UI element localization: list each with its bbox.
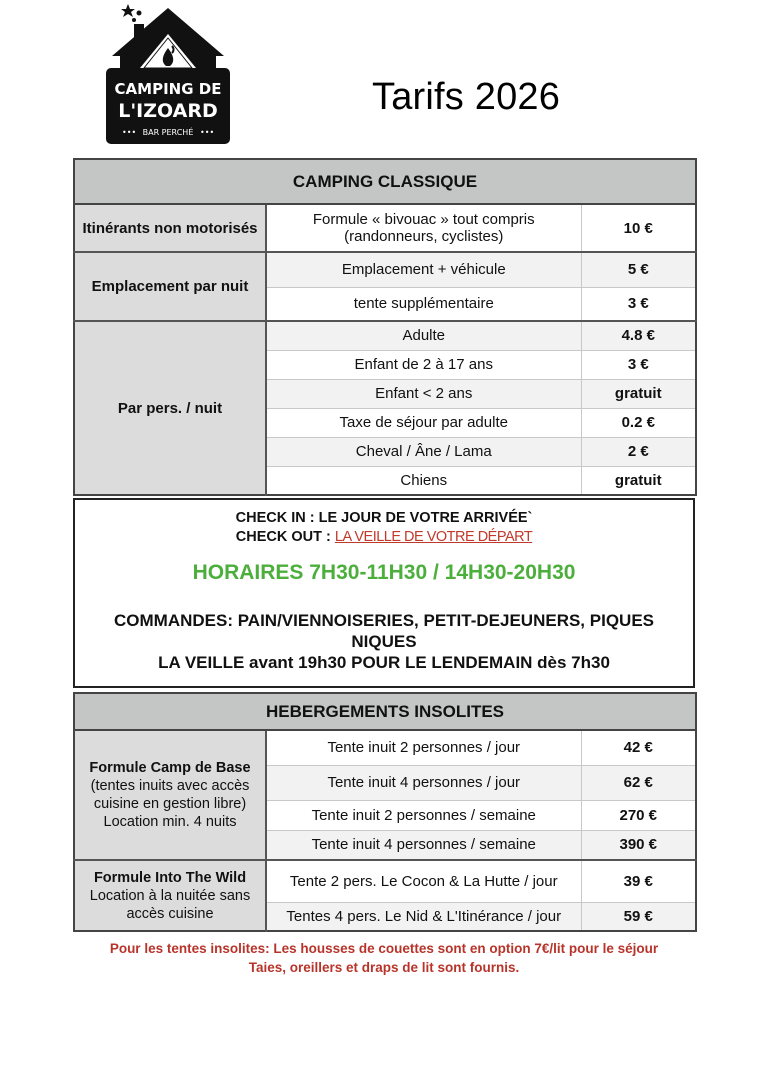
price-row-desc: Tentes 4 pers. Le Nid & L'Itinérance / jour <box>266 902 581 931</box>
checkin-text: CHECK IN : LE JOUR DE VOTRE ARRIVÉE` <box>235 510 533 526</box>
price-row-desc: Chiens <box>266 466 581 495</box>
price-row-desc: Emplacement + véhicule <box>266 252 581 287</box>
price-row-desc: tente supplémentaire <box>266 287 581 321</box>
camping-classique-table <box>73 158 697 496</box>
price-value: gratuit <box>581 466 696 495</box>
price-value: 5 € <box>581 252 696 287</box>
price-row-desc: Tente inuit 4 personnes / semaine <box>266 830 581 860</box>
category-emplacement: Emplacement par nuit <box>74 252 266 321</box>
category-camp-de-base: Formule Camp de Base (tentes inuits avec accès cuisine en gestion libre) Location min. 4 nuits <box>74 730 266 860</box>
price-row-desc: Tente inuit 4 personnes / jour <box>266 765 581 800</box>
price-row-desc: Adulte <box>266 321 581 350</box>
price-value: 42 € <box>581 730 696 765</box>
svg-text:L'IZOARD: L'IZOARD <box>118 100 218 122</box>
price-row-desc: Enfant de 2 à 17 ans <box>266 350 581 379</box>
svg-text:BAR PERCHÉ: BAR PERCHÉ <box>142 128 194 137</box>
price-value: gratuit <box>581 379 696 408</box>
camping-logo <box>104 2 232 144</box>
price-value: 4.8 € <box>581 321 696 350</box>
price-row-desc: Formule « bivouac » tout compris (randonneurs, cyclistes) <box>266 204 581 252</box>
checkout-value: LA VEILLE DE VOTRE DÉPART <box>334 529 533 545</box>
svg-text:•••: ••• <box>200 128 215 137</box>
price-row-desc: Taxe de séjour par adulte <box>266 408 581 437</box>
price-value: 62 € <box>581 765 696 800</box>
hebergements-insolites-table <box>73 692 697 932</box>
house-tent-logo-icon <box>104 2 232 144</box>
category-into-the-wild: Formule Into The Wild Location à la nuitée sans accès cuisine <box>74 860 266 931</box>
camping-classique-header: CAMPING CLASSIQUE <box>74 159 696 204</box>
orders-info: COMMANDES: PAIN/VIENNOISERIES, PETIT-DEJEUNERS, PIQUES NIQUES LA VEILLE avant 19h30 POUR LE LENDEMAIN dès 7h30 <box>114 611 654 672</box>
price-row-desc: Tente 2 pers. Le Cocon & La Hutte / jour <box>266 860 581 902</box>
checkout-label: CHECK OUT : <box>235 529 335 545</box>
price-value: 59 € <box>581 902 696 931</box>
price-row-desc: Tente inuit 2 personnes / jour <box>266 730 581 765</box>
price-value: 2 € <box>581 437 696 466</box>
price-row-desc: Tente inuit 2 personnes / semaine <box>266 800 581 830</box>
page-title: Tarifs 2026 <box>372 76 561 118</box>
price-value: 390 € <box>581 830 696 860</box>
svg-text:•••: ••• <box>122 128 137 137</box>
price-row-desc: Enfant < 2 ans <box>266 379 581 408</box>
opening-hours: HORAIRES 7H30-11H30 / 14H30-20H30 <box>192 561 576 584</box>
checkout-line <box>75 528 693 547</box>
bedding-note: Pour les tentes insolites: Les housses de couettes sont en option 7€/lit pour le séjour Taies, oreillers et draps de lit sont fournis. <box>109 941 659 975</box>
price-value: 39 € <box>581 860 696 902</box>
category-itinerants: Itinérants non motorisés <box>74 204 266 252</box>
price-value: 10 € <box>581 204 696 252</box>
hebergements-header: HEBERGEMENTS INSOLITES <box>74 693 696 730</box>
price-value: 3 € <box>581 350 696 379</box>
price-value: 3 € <box>581 287 696 321</box>
checkin-info-box <box>73 498 695 688</box>
category-par-personne: Par pers. / nuit <box>74 321 266 495</box>
price-row-desc: Cheval / Âne / Lama <box>266 437 581 466</box>
svg-text:CAMPING DE: CAMPING DE <box>114 80 222 98</box>
price-value: 0.2 € <box>581 408 696 437</box>
price-value: 270 € <box>581 800 696 830</box>
